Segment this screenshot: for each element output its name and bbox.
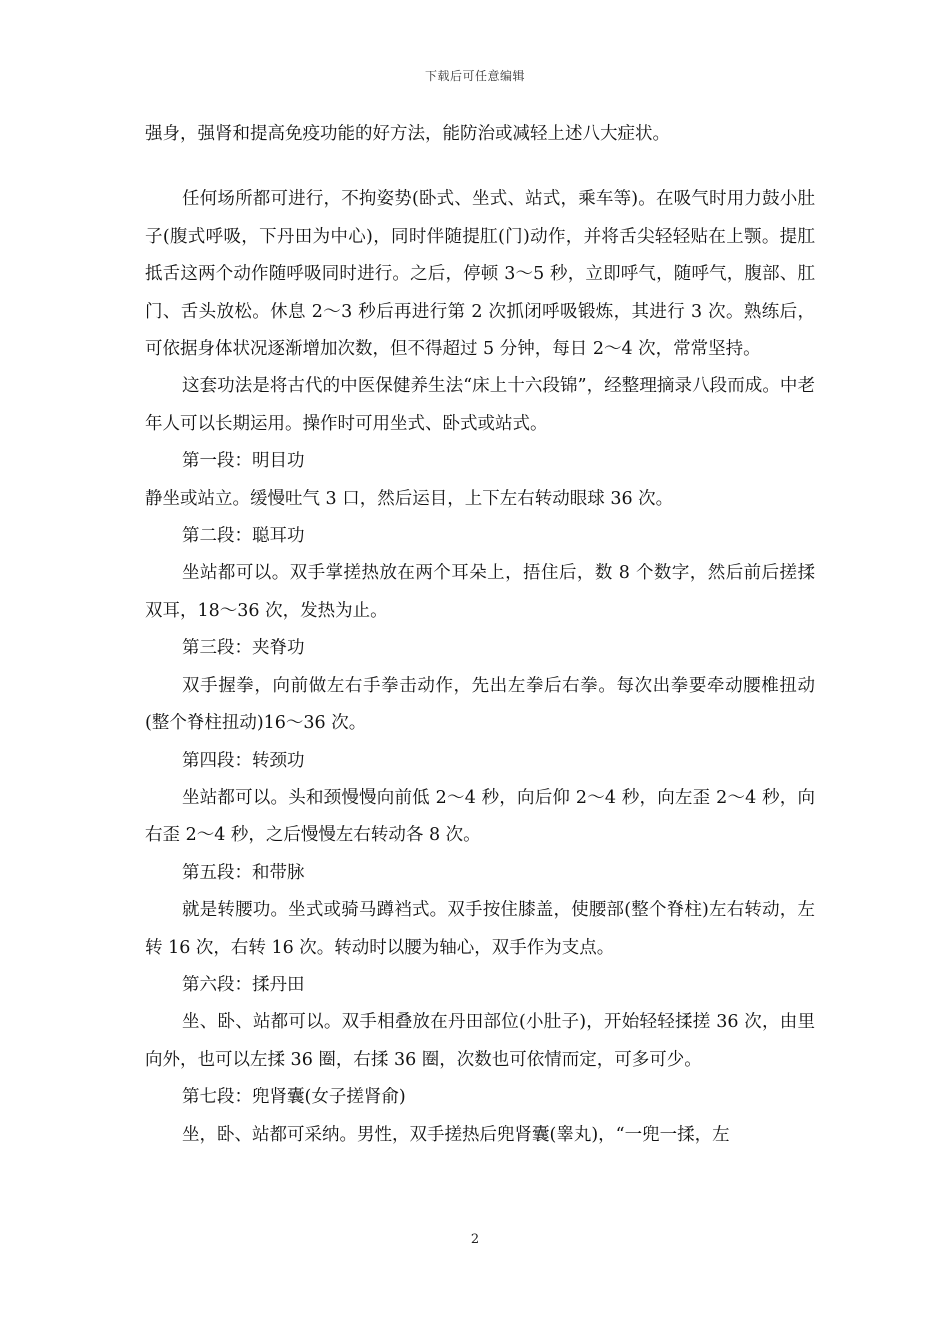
paragraph: 第三段：夹脊功 [182,638,305,659]
paragraph: 第六段：揉丹田 [182,974,305,995]
paragraph: 坐站都可以。头和颈慢慢向前低 2～4 秒，向后仰 2～4 秒，向左歪 2～4 秒，向右歪 2～4 秒，之后慢慢左右转动各 8 次。 [145,787,815,846]
paragraph: 坐，卧、站都可采纳。男性，双手搓热后兜肾囊(睾丸)，“一兜一揉，左 [182,1124,730,1145]
paragraph: 静坐或站立。缓慢吐气 3 口，然后运目，上下左右转动眼球 36 次。 [145,488,674,509]
paragraph: 坐站都可以。双手掌搓热放在两个耳朵上，捂住后，数 8 个数字，然后前后搓揉双耳，18～36 次，发热为止。 [145,563,815,621]
paragraph: 第四段：转颈功 [182,750,305,771]
page-number: 2 [470,1232,480,1247]
paragraph: 第二段：聪耳功 [182,526,305,547]
paragraph: 就是转腰功。坐式或骑马蹲裆式。双手按住膝盖，使腰部(整个脊柱)左右转动，左转 16 次，右转 16 次。转动时以腰为轴心，双手作为支点。 [145,900,815,958]
paragraph: 强身，强肾和提高免疫功能的好方法，能防治或减轻上述八大症状。 [145,124,670,144]
paragraph: 坐、卧、站都可以。双手相叠放在丹田部位(小肚子)，开始轻轻揉搓 36 次，由里向外，也可以左揉 36 圈，右揉 36 圈，次数也可依情而定，可多可少。 [145,1012,815,1070]
paragraph: 双手握拳，向前做左右手拳击动作，先出左拳后右拳。每次出拳要牵动腰椎扭动(整个脊柱扭动)16～36 次。 [145,675,815,734]
document-body [145,116,815,1154]
paragraph: 第七段：兜肾囊(女子搓肾俞) [182,1087,406,1108]
paragraph: 第五段：和带脉 [182,862,305,883]
paragraph: 第一段：明目功 [182,451,305,472]
paragraph: 这套功法是将古代的中医保健养生法“床上十六段锦”，经整理摘录八段而成。中老年人可以长期运用。操作时可用坐式、卧式或站式。 [145,376,815,434]
paragraph: 任何场所都可进行，不拘姿势(卧式、坐式、站式，乘车等)。在吸气时用力鼓小肚子(腹式呼吸，下丹田为中心)，同时伴随提肛(门)动作，并将舌尖轻轻贴在上颚。提肛抵舌这两个动作随呼吸同时进行。之后，停顿 3～5 秒，立即呼气，随呼气，腹部、肛门、舌头放松。休息 2～3 秒后再进行第 2 次抓闭呼吸锻炼，其进行 3 次。熟练后，可依据身体状况逐渐增加次数，但不得超过 5 分钟，每日 2～4 次，常常坚持。 [145,189,815,360]
page-header: 下载后可任意编辑 [424,69,525,83]
